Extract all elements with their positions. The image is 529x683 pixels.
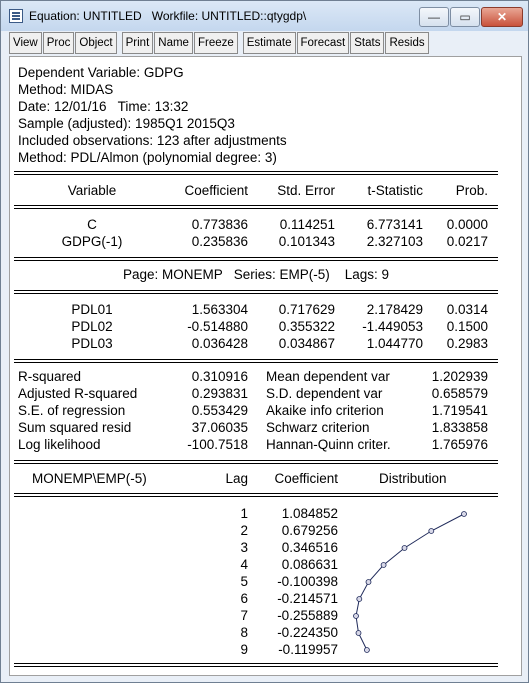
lag-number: 5 <box>240 574 248 589</box>
resids-button[interactable]: Resids <box>385 32 428 54</box>
minimize-button[interactable]: — <box>419 7 449 27</box>
dependent-variable: Dependent Variable: GDPG <box>18 65 184 80</box>
stat-value: 1.719541 <box>431 403 488 418</box>
stat-value: 1.833858 <box>431 420 488 435</box>
lag-coefficient: -0.119957 <box>278 642 338 657</box>
col-t-statistic: t-Statistic <box>367 183 423 198</box>
stat-label: Sum squared resid <box>18 420 132 435</box>
col-coefficient: Coefficient <box>184 183 248 198</box>
view-button[interactable]: View <box>9 32 42 54</box>
lag-coefficient: 0.086631 <box>281 557 338 572</box>
lag-col-series: MONEMP\EMP(-5) <box>32 471 147 486</box>
lag-number: 7 <box>240 608 248 623</box>
pdl03-prob: 0.2983 <box>446 336 488 351</box>
coef-row-gdpg-t-statistic: 2.327103 <box>366 234 423 249</box>
distribution-point <box>402 546 407 551</box>
stat-label: Hannan-Quinn criter. <box>266 437 391 452</box>
stat-label: R-squared <box>18 369 82 384</box>
coef-row-c-std-error: 0.114251 <box>279 217 335 232</box>
lag-col-distribution: Distribution <box>379 471 447 486</box>
coef-row-gdpg-prob: 0.0217 <box>446 234 488 249</box>
stat-value: -100.7518 <box>187 437 248 452</box>
lag-coefficient: -0.214571 <box>277 591 338 606</box>
lag-number: 4 <box>240 557 248 572</box>
col-std-error: Std. Error <box>277 183 335 198</box>
lag-coefficient: -0.224350 <box>277 625 338 640</box>
stat-value: 0.310916 <box>191 369 248 384</box>
pdl02-std-error: 0.355322 <box>278 319 335 334</box>
stat-value: 37.06035 <box>191 420 248 435</box>
pdl03-variable: PDL03 <box>71 336 113 351</box>
stat-label: S.E. of regression <box>18 403 126 418</box>
pdl-method: Method: PDL/Almon (polynomial degree: 3) <box>18 150 277 165</box>
object-button[interactable]: Object <box>75 32 116 54</box>
pdl02-t-statistic: -1.449053 <box>362 319 423 334</box>
estimation-method: Method: MIDAS <box>18 82 114 97</box>
stat-value: 1.202939 <box>431 369 488 384</box>
pdl01-std-error: 0.717629 <box>278 302 335 317</box>
title-bar[interactable] <box>1 1 528 31</box>
distribution-point <box>354 614 359 619</box>
pdl01-prob: 0.0314 <box>446 302 488 317</box>
pdl03-std-error: 0.034867 <box>278 336 335 351</box>
distribution-point <box>357 597 362 602</box>
stat-label: Mean dependent var <box>266 369 390 384</box>
lag-number: 3 <box>240 540 248 555</box>
toolbar <box>9 32 430 54</box>
name-button[interactable]: Name <box>154 32 193 54</box>
col-variable: Variable <box>67 183 117 198</box>
lag-coefficient: 0.679256 <box>281 523 338 538</box>
coef-row-c-prob: 0.0000 <box>446 217 488 232</box>
pdl02-prob: 0.1500 <box>446 319 488 334</box>
distribution-point <box>356 631 361 636</box>
coef-row-gdpg-variable: GDPG(-1) <box>61 234 123 249</box>
pdl03-coefficient: 0.036428 <box>191 336 248 351</box>
distribution-point <box>381 563 386 568</box>
lag-number: 9 <box>240 642 248 657</box>
distribution-point <box>364 648 369 653</box>
lag-coefficient: -0.255889 <box>277 608 338 623</box>
coef-row-gdpg-std-error: 0.101343 <box>278 234 335 249</box>
stat-label: Akaike info criterion <box>266 403 384 418</box>
distribution-chart <box>10 57 522 676</box>
coef-row-gdpg-coefficient: 0.235836 <box>191 234 248 249</box>
estimate-button[interactable]: Estimate <box>243 32 296 54</box>
distribution-line <box>356 514 464 650</box>
coef-row-c-coefficient: 0.773836 <box>191 217 248 232</box>
distribution-point <box>462 512 467 517</box>
proc-button[interactable]: Proc <box>43 32 75 54</box>
stat-value: 0.658579 <box>431 386 488 401</box>
stat-label: Log likelihood <box>18 437 101 452</box>
equation-icon <box>9 9 23 23</box>
stat-label: Adjusted R-squared <box>18 386 138 401</box>
print-button[interactable]: Print <box>122 32 154 54</box>
lag-number: 6 <box>240 591 248 606</box>
pdl01-t-statistic: 2.178429 <box>366 302 423 317</box>
maximize-button[interactable]: ▭ <box>450 7 480 27</box>
stats-button[interactable]: Stats <box>350 32 384 54</box>
pdl01-coefficient: 1.563304 <box>191 302 248 317</box>
sample-range: Sample (adjusted): 1985Q1 2015Q3 <box>18 116 235 131</box>
lag-coefficient: 1.084852 <box>281 506 338 521</box>
stat-value: 1.765976 <box>431 437 488 452</box>
included-observations: Included observations: 123 after adjustments <box>18 133 287 148</box>
lag-coefficient: -0.100398 <box>277 574 338 589</box>
forecast-button[interactable]: Forecast <box>297 32 350 54</box>
coef-row-c-variable: C <box>87 217 97 232</box>
page-series-line: Page: MONEMP Series: EMP(-5) Lags: 9 <box>122 267 390 282</box>
stat-value: 0.553429 <box>191 403 248 418</box>
distribution-point <box>366 580 371 585</box>
window-title: Equation: UNTITLED Workfile: UNTITLED::qtygdp\ <box>29 9 307 23</box>
stat-value: 0.293831 <box>191 386 248 401</box>
lag-coefficient: 0.346516 <box>281 540 338 555</box>
pdl02-coefficient: -0.514880 <box>187 319 248 334</box>
coef-row-c-t-statistic: 6.773141 <box>366 217 423 232</box>
lag-number: 8 <box>240 625 248 640</box>
col-prob: Prob. <box>455 183 488 198</box>
lag-col-coefficient: Coefficient <box>274 471 338 486</box>
lag-number: 1 <box>240 506 248 521</box>
pdl03-t-statistic: 1.044770 <box>366 336 423 351</box>
pdl02-variable: PDL02 <box>71 319 113 334</box>
close-button[interactable]: ✕ <box>481 7 523 27</box>
pdl01-variable: PDL01 <box>71 302 113 317</box>
lag-col-lag: Lag <box>225 471 248 486</box>
estimation-date: Date: 12/01/16 Time: 13:32 <box>18 99 189 114</box>
distribution-point <box>429 529 434 534</box>
stat-label: Schwarz criterion <box>266 420 370 435</box>
lag-number: 2 <box>240 523 248 538</box>
output-area[interactable] <box>9 56 522 676</box>
freeze-button[interactable]: Freeze <box>194 32 238 54</box>
stat-label: S.D. dependent var <box>266 386 383 401</box>
